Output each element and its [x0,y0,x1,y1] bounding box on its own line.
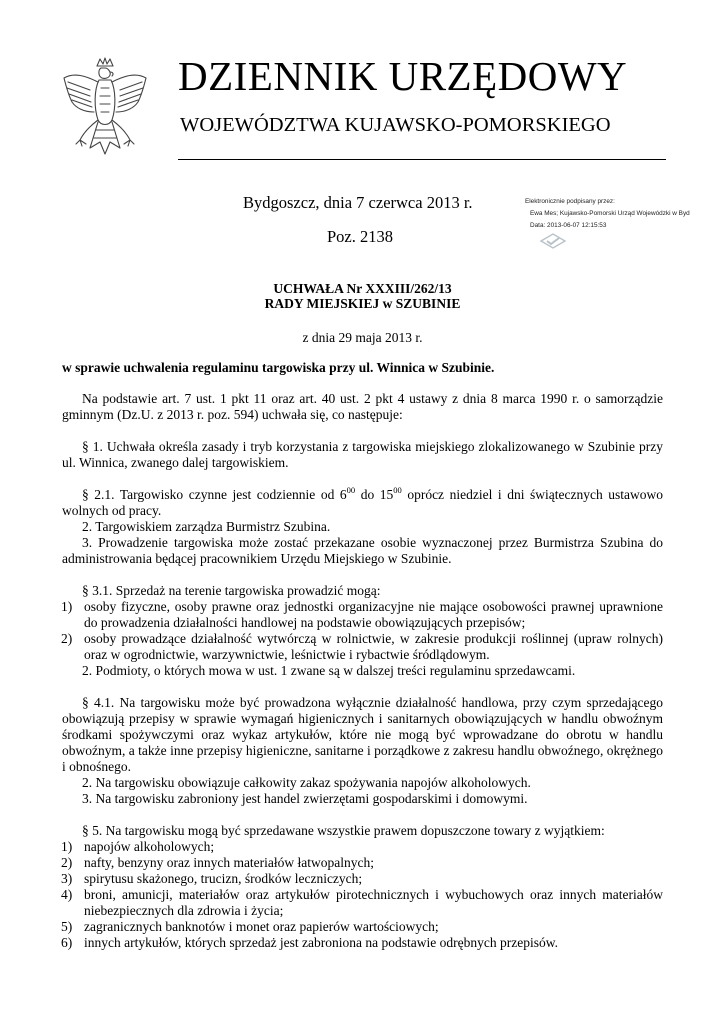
position-number: Poz. 2138 [327,227,393,246]
gazette-title: DZIENNIK URZĘDOWY [178,53,628,99]
paragraph-2-1: § 2.1. Targowisko czynne jest codziennie od $6^{00}$ do $15^{00}$ oprócz niedziel i dni świątecznych ustawowo wolnych od pracy. [62,484,664,518]
resolution-council: RADY MIEJSKIEJ w SZUBINIE [264,296,461,311]
paragraph-3-2: 2. Podmioty, o których mowa w ust. 1 zwane są w dalszej treści regulaminu sprzedawcami. [82,663,576,678]
signature-check-icon [539,232,567,250]
list-item: 5) zagranicznych banknotów i monet oraz papierów wartościowych; [61,919,439,934]
paragraph-4-1: § 4.1. Na targowisku może być prowadzona wyłącznie działalność handlowa, przy czym sprzedającego obowiązują przepisy w sprawie wymagań higienicznych i sanitarnych obowiązujących w handlu obwoźnym środkami spożywczymi oraz wykaz artykułów, które nie mogą być wprowadzane do obrotu w handlu obwoźnym, a także inne przepisy higieniczne, sanitarne i porządkowe z zakresu handlu obwoźnego, okrężnego i obnośnego. [62,695,663,774]
paragraph-4-2: 2. Na targowisku obowiązuje całkowity zakaz spożywania napojów alkoholowych. [82,775,531,790]
paragraph-3-1: § 3.1. Sprzedaż na terenie targowiska prowadzić mogą: [82,583,381,598]
resolution-date: z dnia 29 maja 2013 r. [302,330,423,345]
list-item: 1) napojów alkoholowych; [61,839,215,854]
paragraph-3-list [62,599,663,663]
list-item: 2) nafty, benzyny oraz innych materiałów łatwopalnych; [61,855,375,870]
signature-date: Data: 2013-06-07 12:15:53 [530,222,607,229]
list-item: 2) osoby prowadzące działalność wytwórczą w rolnictwie, w zakresie produkcji roślinnej (upraw rolnych) oraz w ogrodnictwie, warzywnictwie, leśnictwie i rybactwie śródlądowym. [61,631,663,662]
signature-label: Elektronicznie podpisany przez: [525,198,615,205]
masthead-divider [178,159,666,160]
list-item: 3) spirytusu skażonego, trucizn, środków leczniczych; [61,871,363,886]
paragraph-4-3: 3. Na targowisku zabroniony jest handel zwierzętami gospodarskimi i domowymi. [82,791,528,806]
paragraph-1: § 1. Uchwała określa zasady i tryb korzystania z targowiska miejskiego zlokalizowanego w Szubinie przy ul. Winnica, zwanego dalej targowiskiem. [62,439,663,470]
paragraph-2-3: 3. Prowadzenie targowiska może zostać przekazane osobie wyznaczonej przez Burmistrza Szubina do administrowania będącej pracownikiem Urzędu Miejskiego w Szubinie. [62,535,663,566]
document-body [62,391,663,951]
publication-date: Bydgoszcz, dnia 7 czerwca 2013 r. [243,193,473,212]
resolution-subject: w sprawie uchwalenia regulaminu targowiska przy ul. Winnica w Szubinie. [62,360,495,375]
paragraph-5: § 5. Na targowisku mogą być sprzedawane wszystkie prawem dopuszczone towary z wyjątkiem: [82,823,605,838]
list-item: 1) osoby fizyczne, osoby prawne oraz jednostki organizacyjne nie mające osobowości prawnej uprawnione do prowadzenia działalności handlowej na podstawie obowiązujących przepisów; [61,599,663,630]
list-item: 6) innych artykułów, których sprzedaż jest zabroniona na podstawie odrębnych przepisów. [61,935,558,950]
gazette-subtitle: WOJEWÓDZTWA KUJAWSKO-POMORSKIEGO [180,114,611,136]
electronic-signature [524,196,725,256]
paragraph-5-list [62,839,663,951]
preamble-paragraph: Na podstawie art. 7 ust. 1 pkt 11 oraz art. 40 ust. 2 pkt 4 ustawy z dnia 8 marca 1990 r. o samorządzie gminnym (Dz.U. z 2013 r. poz. 594) uchwała się, co następuje: [62,391,663,422]
eagle-emblem-icon [60,56,150,174]
paragraph-2-2: 2. Targowiskiem zarządza Burmistrz Szubina. [82,519,331,534]
signature-signer: Ewa Mes; Kujawsko-Pomorski Urząd Wojewódzki w Byd [530,210,690,217]
resolution-number: UCHWAŁA Nr XXXIII/262/13 [273,281,452,296]
list-item: 4) broni, amunicji, materiałów oraz artykułów pirotechnicznych i wybuchowych oraz innych materiałów niebezpiecznych dla zdrowia i życia; [61,887,663,918]
